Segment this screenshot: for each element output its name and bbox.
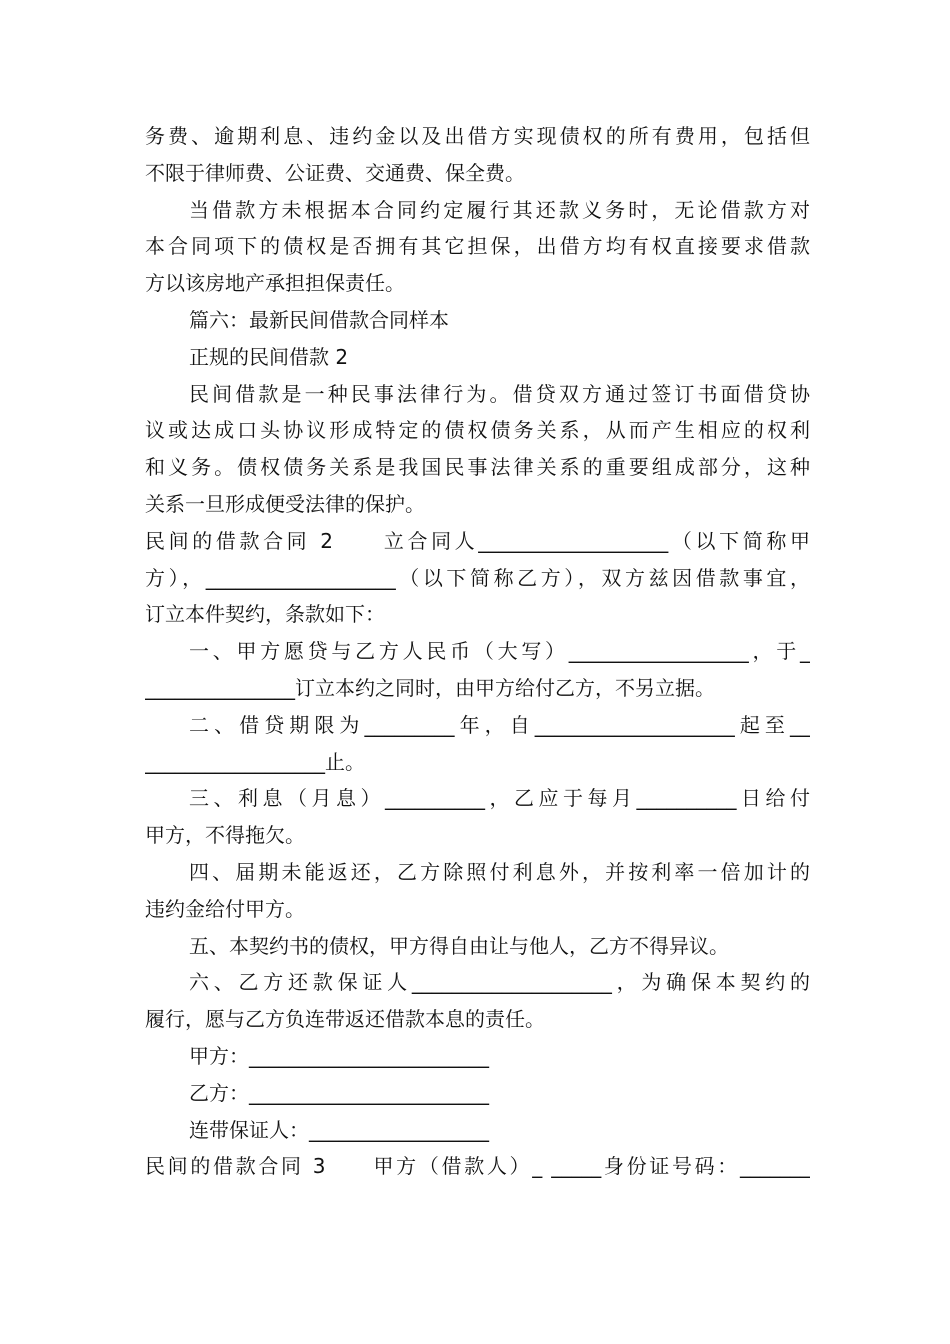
contract-title-line: 民间的借款合同 3 甲方（借款人）_ _____身份证号码：_______ xyxy=(145,1154,810,1179)
contract-title-line: 民间的借款合同 2 立合同人___________________（以下简称甲 xyxy=(145,528,810,553)
body-line: 务费、逾期利息、违约金以及出借方实现债权的所有费用，包括但 xyxy=(145,124,810,148)
clause-line: _______________订立本约之同时，由甲方给付乙方，不另立据。 xyxy=(145,675,715,700)
clause-line: 履行，愿与乙方负连带返还借款本息的责任。 xyxy=(145,1007,545,1032)
subheading: 正规的民间借款 2 xyxy=(189,344,349,369)
signature-line-party-b: 乙方：________________________ xyxy=(189,1080,489,1105)
clause-line: 甲方，不得拖欠。 xyxy=(145,823,305,848)
body-line: 民间借款是一种民事法律行为。借贷双方通过签订书面借贷协 xyxy=(189,381,810,406)
section-heading: 篇六：最新民间借款合同样本 xyxy=(189,307,449,332)
document-page xyxy=(145,118,810,1185)
body-line: 方以该房地产承担担保责任。 xyxy=(145,271,405,296)
clause-line: 一、甲方愿贷与乙方人民币（大写）__________________，于_ xyxy=(189,639,810,664)
clause-line: 六、乙方还款保证人____________________，为确保本契约的 xyxy=(189,970,810,995)
clause-line: 违约金给付甲方。 xyxy=(145,896,305,921)
clause-line: 四、届期未能返还，乙方除照付利息外，并按利率一倍加计的 xyxy=(189,859,810,884)
signature-line-party-a: 甲方：________________________ xyxy=(189,1043,489,1068)
body-line: 本合同项下的债权是否拥有其它担保，出借方均有权直接要求借款 xyxy=(145,234,810,259)
body-line: 方），___________________（以下简称乙方），双方兹因借款事宜， xyxy=(145,565,810,590)
clause-line: 五、本契约书的债权，甲方得自由让与他人，乙方不得异议。 xyxy=(189,933,729,958)
body-line: 订立本件契约，条款如下： xyxy=(145,602,385,627)
clause-line: 二、借贷期限为_________年，自____________________起至__ xyxy=(189,712,810,737)
body-line: 关系一旦形成便受法律的保护。 xyxy=(145,491,425,516)
clause-line: 三、利息（月息）__________，乙应于每月__________日给付 xyxy=(189,786,810,811)
body-line: 当借款方未根据本合同约定履行其还款义务时，无论借款方对 xyxy=(189,197,810,222)
body-line: 不限于律师费、公证费、交通费、保全费。 xyxy=(145,160,525,185)
body-line: 和义务。债权债务关系是我国民事法律关系的重要组成部分，这种 xyxy=(145,455,810,480)
signature-line-guarantor: 连带保证人：__________________ xyxy=(189,1117,489,1142)
body-line: 议或达成口头协议形成特定的债权债务关系，从而产生相应的权利 xyxy=(145,418,810,443)
clause-line: __________________止。 xyxy=(145,749,365,774)
